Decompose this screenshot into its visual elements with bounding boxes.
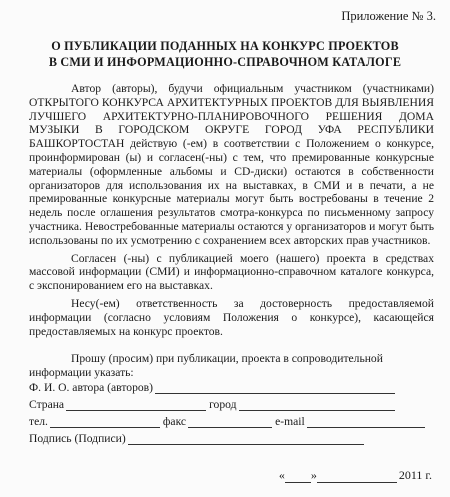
document-title-line1: О ПУБЛИКАЦИИ ПОДАННЫХ НА КОНКУРС ПРОЕКТОВ <box>51 39 399 53</box>
field-email-blank[interactable] <box>307 416 425 428</box>
date-line[interactable] <box>279 468 432 483</box>
field-country-label: Страна <box>29 398 65 411</box>
field-fio[interactable] <box>29 381 398 394</box>
date-open-quote: « <box>278 468 285 482</box>
field-signature[interactable] <box>29 432 367 445</box>
date-month-blank[interactable] <box>317 471 397 483</box>
document-body <box>29 82 434 338</box>
request-line2: информации указать: <box>29 365 134 379</box>
date-year: 2011 г. <box>398 468 432 482</box>
field-city-blank[interactable] <box>239 399 395 411</box>
field-fio-label: Ф. И. О. автора (авторов) <box>29 381 154 394</box>
field-phone-blank[interactable] <box>50 416 160 428</box>
field-fio-blank[interactable] <box>155 382 395 394</box>
request-line1: Прошу (просим) при публикации, проекта в сопроводительной <box>71 352 383 365</box>
paragraph-consent-publication: Согласен (-ны) с публикацией моего (нашего) проекта в средствах массовой информации (СМИ) и информационно-справочном каталоге конкурса, с экспонированием его на выставках. <box>29 251 434 293</box>
appendix-label: Приложение № 3. <box>341 9 436 23</box>
field-email-label: e-mail <box>275 415 305 428</box>
field-country-blank[interactable] <box>66 399 206 411</box>
contest-name: ОТКРЫТОГО КОНКУРСА АРХИТЕКТУРНЫХ ПРОЕКТОВ ДЛЯ ВЫЯВЛЕНИЯ ЛУЧШЕГО АРХИТЕКТУРНО-ПЛАНИРОВОЧНОГО РЕШЕНИЯ ДОМА МУЗЫКИ В ГОРОДСКОМ ОКРУГЕ ГОРОД УФА РЕСПУБЛИКИ БАШКОРТОСТАН <box>29 95 434 151</box>
paragraph-consent-rest: действую (-ем) в соответствии с Положением о конкурсе, проинформирован (ы) и согласен(-ны) с тем, что премированные конкурсные материалы (оформленные альбомы и CD-диски) остаются в собственности организаторов для использования их на выставках, в СМИ и в печати, а не премированные конкурсные материалы могут быть востребованы в течение 2 недель после оглашения результатов смотра-конкурса по письменному запросу участника. Невостребованные материалы остаются у организаторов и могут быть использованы по их усмотрению с сохранением всех авторских прав участников. <box>29 137 434 247</box>
field-city-label: город <box>209 398 237 411</box>
paragraph-intro: Автор (авторы), будучи официальным участником (участниками) <box>71 82 434 95</box>
field-fax-blank[interactable] <box>188 416 272 428</box>
field-country-city[interactable] <box>29 398 398 411</box>
field-signature-blank[interactable] <box>128 433 364 445</box>
field-phone-label: тел. <box>29 415 48 428</box>
paragraph-responsibility: Несу(-ем) ответственность за достоверность предоставляемой информации (согласно условиям Положения о конкурсе), касающейся предоставляемых на конкурс проектов. <box>29 296 434 338</box>
date-day-blank[interactable] <box>285 471 311 483</box>
field-fax-label: факс <box>162 415 187 428</box>
field-signature-label: Подпись (Подписи) <box>29 432 126 445</box>
date-close-quote: » <box>310 468 317 482</box>
document-title-line2: В СМИ И ИНФОРМАЦИОННО-СПРАВОЧНОМ КАТАЛОГЕ <box>48 55 402 69</box>
field-contacts[interactable] <box>29 415 428 428</box>
paragraph-consent-materials <box>29 82 434 248</box>
publication-request <box>29 352 434 380</box>
